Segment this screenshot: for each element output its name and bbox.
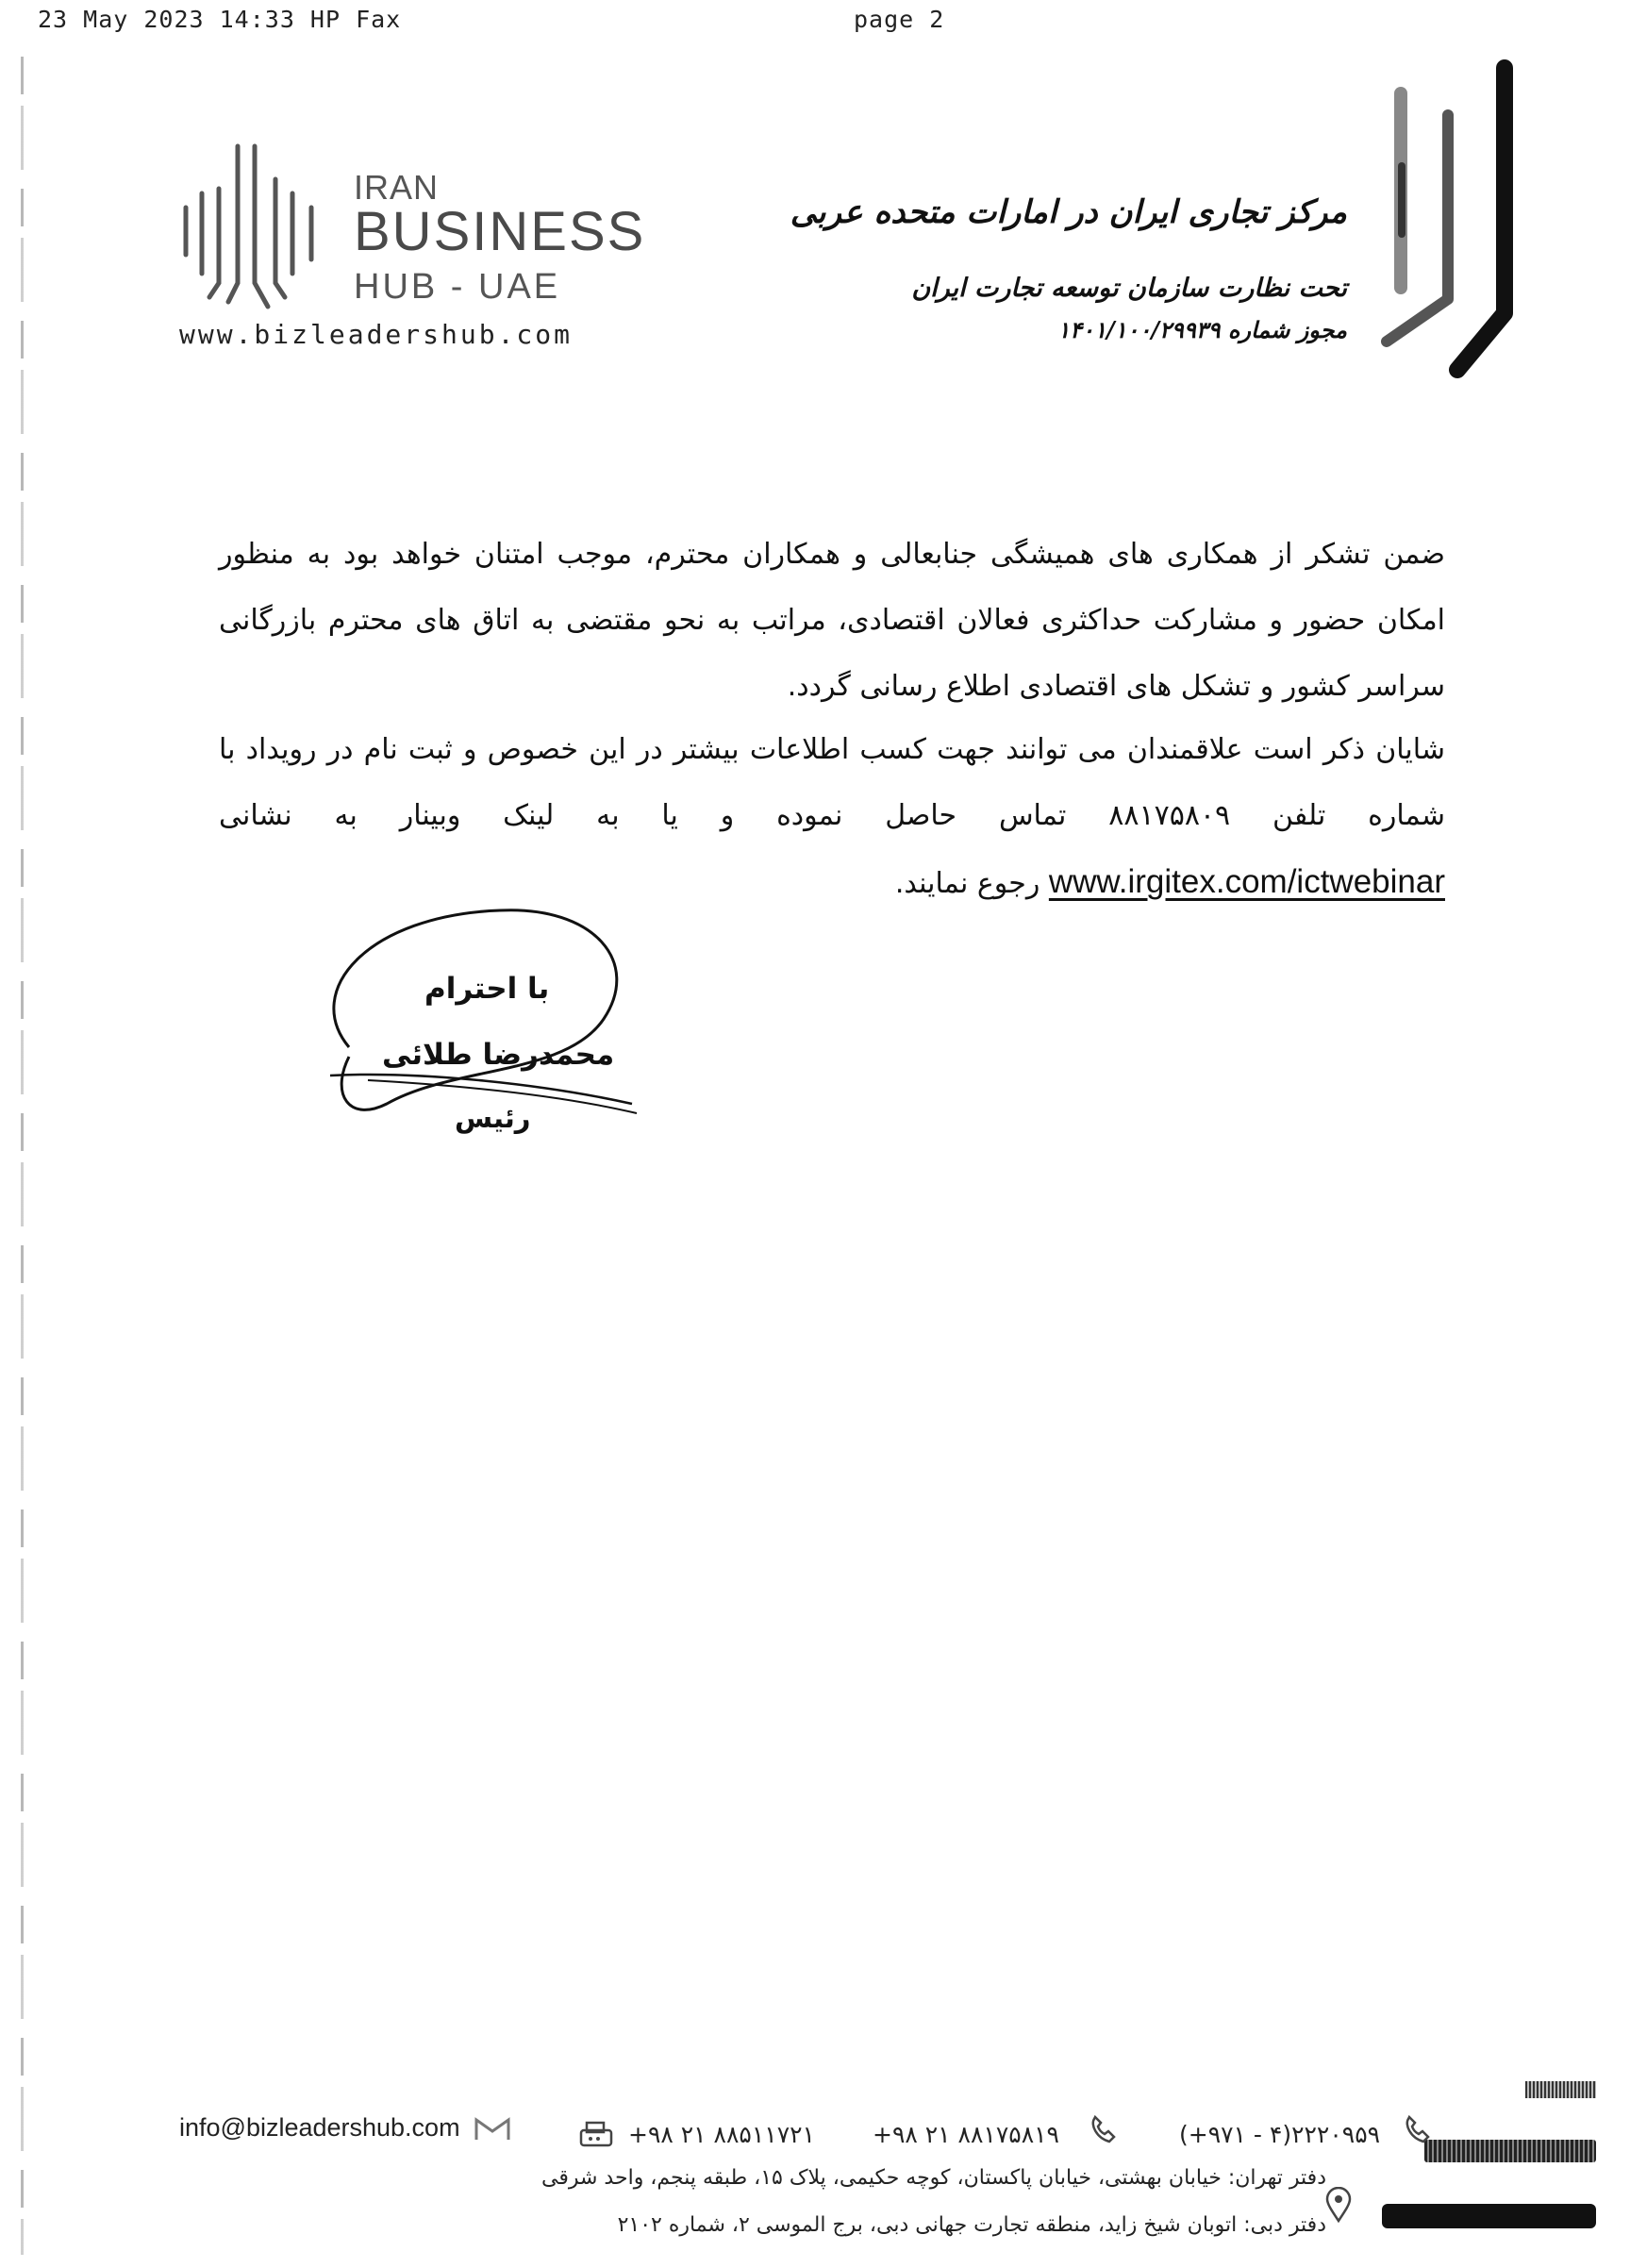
footer-phone-dubai: (+۹۷۱ - ۴)۲۲۲۰۹۵۹: [1179, 2121, 1381, 2148]
footer-email[interactable]: info@bizleadershub.com: [179, 2113, 460, 2142]
stamp-bar: [1424, 2140, 1596, 2162]
stamp-mark: [1525, 2081, 1596, 2098]
footer-address-dubai: دفتر دبی: اتوبان شیخ زاید، منطقه تجارت جهانی دبی، برج الموسی ۲، شماره ۲۱۰۲: [617, 2213, 1326, 2237]
redaction-bar: [1382, 2204, 1596, 2228]
footer-fax: +۹۸ ۲۱ ۸۸۵۱۱۷۲۱: [628, 2121, 815, 2148]
brand-line-hub: HUB - UAE: [354, 267, 561, 307]
scan-edge-artifact: [21, 57, 24, 2255]
mail-icon: [474, 2117, 511, 2142]
signature-closing: با احترام: [424, 972, 550, 1006]
org-supervision: تحت نظارت سازمان توسعه تجارت ایران: [911, 274, 1347, 303]
signer-name: محمدرضا طلائی: [382, 1038, 615, 1072]
body-paragraph-2-text: شایان ذکر است علاقمندان می توانند جهت کسب اطلاعات بیشتر در این خصوص و ثبت نام در رویداد با شماره تلفن ۸۸۱۷۵۸۰۹ تماس حاصل نموده و یا به لینک وبینار به نشانی: [219, 733, 1445, 832]
body-paragraph-1: ضمن تشکر از همکاری های همیشگی جنابعالی و همکاران محترم، موجب امتنان خواهد بود به منظور امکان حضور و مشارکت حداکثری فعالان اقتصادی، مراتب به نحو مقتضی به اتاق های محترم بازرگانی سراسر کشور و تشکل های اقتصادی اطلاع رسانی گردد.: [219, 538, 1445, 703]
phone-icon: [1401, 2113, 1435, 2147]
org-license: مجوز شماره ۱۴۰۱/۱۰۰/۲۹۹۳۹: [1057, 316, 1347, 343]
signer-title: رئیس: [455, 1102, 531, 1134]
fax-icon: [577, 2121, 615, 2147]
brand-line-business: BUSINESS: [354, 201, 646, 262]
org-name: مرکز تجاری ایران در امارات متحده عربی: [790, 193, 1347, 231]
brand-line-iran: IRAN: [354, 168, 440, 207]
iran-business-hub-logo-icon: [181, 142, 323, 311]
body-paragraph-2: [219, 717, 1445, 917]
body-paragraph-2-end: رجوع نمایند.: [894, 867, 1040, 900]
location-pin-icon: [1323, 2187, 1354, 2223]
footer-phone-tehran: +۹۸ ۲۱ ۸۸۱۷۵۸۱۹: [873, 2121, 1059, 2148]
webinar-link[interactable]: www.irgitex.com/ictwebinar: [1048, 863, 1445, 900]
footer-address-tehran: دفتر تهران: خیابان بهشتی، خیابان پاکستان، کوچه حکیمی، پلاک ۱۵، طبقه پنجم، واحد شرقی: [541, 2166, 1326, 2190]
fax-timestamp: 23 May 2023 14:33 HP Fax: [38, 6, 402, 33]
organization-emblem-icon: [1368, 58, 1528, 379]
fax-page-number: page 2: [854, 6, 945, 33]
website-url[interactable]: www.bizleadershub.com: [179, 319, 574, 350]
phone-icon: [1087, 2113, 1121, 2147]
